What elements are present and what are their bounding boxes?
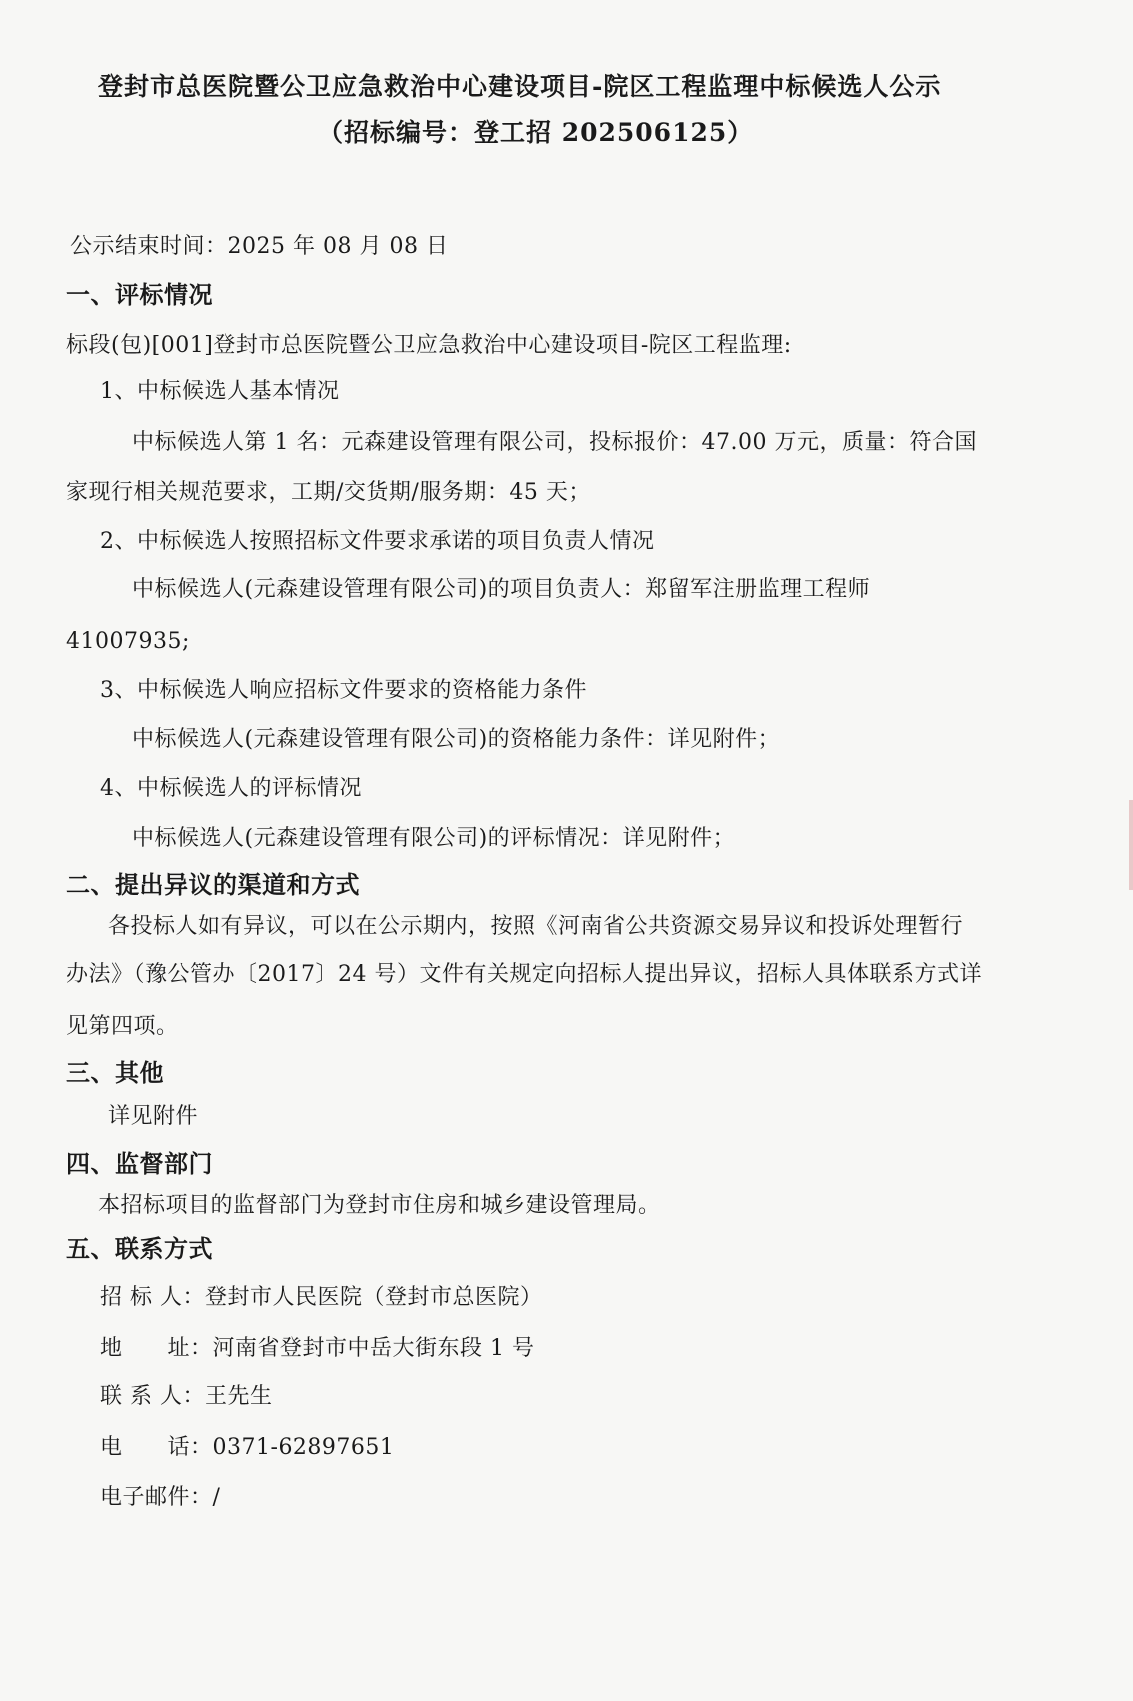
contact-phone-label: 电 话：: [100, 1435, 213, 1460]
section-4-line-1: 本招标项目的监督部门为登封市住房和城乡建设管理局。: [98, 1193, 661, 1218]
contact-address-value: 河南省登封市中岳大街东段 1 号: [212, 1336, 535, 1361]
item-2-title: 2、中标候选人按照招标文件要求承诺的项目负责人情况: [100, 529, 655, 554]
item-4-line-1: 中标候选人(元森建设管理有限公司)的评标情况：详见附件；: [132, 826, 736, 851]
contact-address: [100, 1334, 535, 1364]
contact-address-label: 地 址：: [100, 1336, 213, 1361]
package-line: 标段(包)[001]登封市总医院暨公卫应急救治中心建设项目-院区工程监理:: [66, 333, 792, 358]
section-1-heading: 一、评标情况: [66, 280, 213, 309]
contact-tenderer-value: 登封市人民医院（登封市总医院）: [205, 1285, 543, 1310]
section-2-line-3: 见第四项。: [66, 1014, 179, 1039]
section-3-line-1: 详见附件: [108, 1104, 199, 1129]
item-2-line-2: 41007935;: [66, 629, 190, 654]
contact-phone-value: 0371-62897651: [212, 1435, 395, 1460]
contact-person-value: 王先生: [205, 1384, 273, 1409]
section-5-heading: 五、联系方式: [66, 1234, 213, 1263]
doc-subtitle: （招标编号：登工招 202506125）: [318, 118, 754, 147]
contact-person-label: 联 系 人：: [100, 1384, 205, 1409]
section-3-heading: 三、其他: [66, 1058, 164, 1087]
contact-tenderer-label: 招 标 人：: [100, 1285, 205, 1310]
contact-tenderer: [100, 1283, 543, 1313]
item-2-line-1: 中标候选人(元森建设管理有限公司)的项目负责人：郑留军注册监理工程师: [132, 577, 871, 602]
contact-phone: [100, 1433, 394, 1463]
item-4-title: 4、中标候选人的评标情况: [100, 776, 362, 801]
item-1-line-2: 家现行相关规范要求，工期/交货期/服务期：45 天；: [66, 480, 591, 505]
item-1-line-1: 中标候选人第 1 名：元森建设管理有限公司，投标报价：47.00 万元，质量：符合国: [132, 430, 977, 455]
doc-title: 登封市总医院暨公卫应急救治中心建设项目-院区工程监理中标候选人公示: [98, 72, 942, 101]
contact-person: [100, 1382, 273, 1412]
section-4-heading: 四、监督部门: [66, 1149, 213, 1178]
section-2-line-1: 各投标人如有异议，可以在公示期内，按照《河南省公共资源交易异议和投诉处理暂行: [108, 914, 964, 939]
item-3-title: 3、中标候选人响应招标文件要求的资格能力条件: [100, 678, 587, 703]
scan-edge-mark: [1129, 800, 1133, 890]
item-3-line-1: 中标候选人(元森建设管理有限公司)的资格能力条件：详见附件；: [132, 727, 781, 752]
contact-email-label: 电子邮件：: [100, 1485, 213, 1510]
contact-email: [100, 1483, 220, 1513]
end-time: 公示结束时间：2025 年 08 月 08 日: [70, 234, 449, 259]
contact-email-value: /: [212, 1485, 221, 1510]
item-1-title: 1、中标候选人基本情况: [100, 379, 340, 404]
section-2-heading: 二、提出异议的渠道和方式: [66, 870, 360, 899]
section-2-line-2: 办法》（豫公管办〔2017〕24 号）文件有关规定向招标人提出异议，招标人具体联系方式详: [66, 962, 982, 987]
